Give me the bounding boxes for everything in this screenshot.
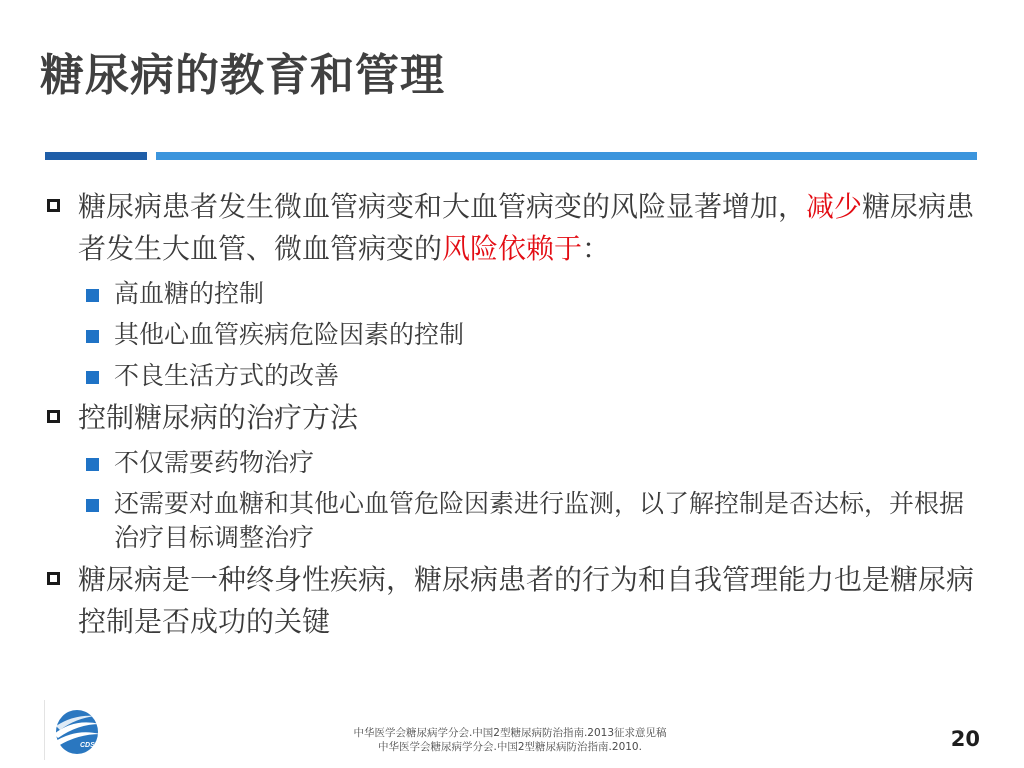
filled-square-bullet-icon: [86, 371, 99, 384]
slide-content: [47, 186, 987, 643]
hollow-square-bullet-icon: [47, 199, 60, 212]
filled-square-bullet-icon: [86, 499, 99, 512]
slide-title: 糖尿病的教育和管理: [40, 50, 445, 101]
sub-bullet: [47, 446, 987, 480]
sub-bullet-text: 不良生活方式的改善: [114, 361, 340, 390]
filled-square-bullet-icon: [86, 330, 99, 343]
bullet-text: ：: [582, 232, 611, 265]
filled-square-bullet-icon: [86, 289, 99, 302]
cds-logo-icon: [44, 704, 106, 760]
filled-square-bullet-icon: [86, 458, 99, 471]
sub-bullet: [47, 487, 987, 555]
sub-bullet: [47, 277, 987, 311]
sub-bullet: [47, 318, 987, 352]
sub-bullet: [47, 359, 987, 393]
bullet-text: 糖尿病患者发生微血管病变和大血管病变的风险显著增加，: [78, 190, 807, 223]
sub-bullet-text: 高血糖的控制: [114, 279, 265, 308]
reference-line: 中华医学会糖尿病学分会.中国2型糖尿病防治指南.2010.: [378, 741, 642, 753]
bullet-treatment-methods: [47, 397, 987, 439]
bullet-risk-factors: [47, 186, 987, 270]
title-rule-dark: [45, 152, 147, 160]
reference-line: 中华医学会糖尿病学分会.中国2型糖尿病防治指南.2013征求意见稿: [353, 727, 667, 739]
bullet-text: 控制糖尿病的治疗方法: [78, 401, 359, 434]
title-rule-light: [156, 152, 977, 160]
sub-bullet-text: 不仅需要药物治疗: [114, 448, 315, 477]
bullet-text: 糖尿病患者发生大血管、微血管病变的: [78, 190, 975, 265]
sub-bullet-text: 其他心血管疾病危险因素的控制: [114, 320, 465, 349]
sub-bullet-text: 还需要对血糖和其他心血管危险因素进行监测，以了解控制是否达标，并根据治疗目标调整治疗: [114, 489, 965, 552]
bullet-text: 糖尿病是一种终身性疾病，糖尿病患者的行为和自我管理能力也是糖尿病控制是否成功的关键: [78, 563, 975, 638]
hollow-square-bullet-icon: [47, 410, 60, 423]
highlight-text: 风险依赖于: [442, 232, 583, 265]
bullet-lifelong-disease: [47, 559, 987, 643]
hollow-square-bullet-icon: [47, 572, 60, 585]
footer-references: [300, 726, 720, 754]
highlight-text: 减少: [806, 190, 863, 223]
page-number: 20: [950, 727, 980, 751]
logo-text: CDS: [80, 742, 95, 749]
